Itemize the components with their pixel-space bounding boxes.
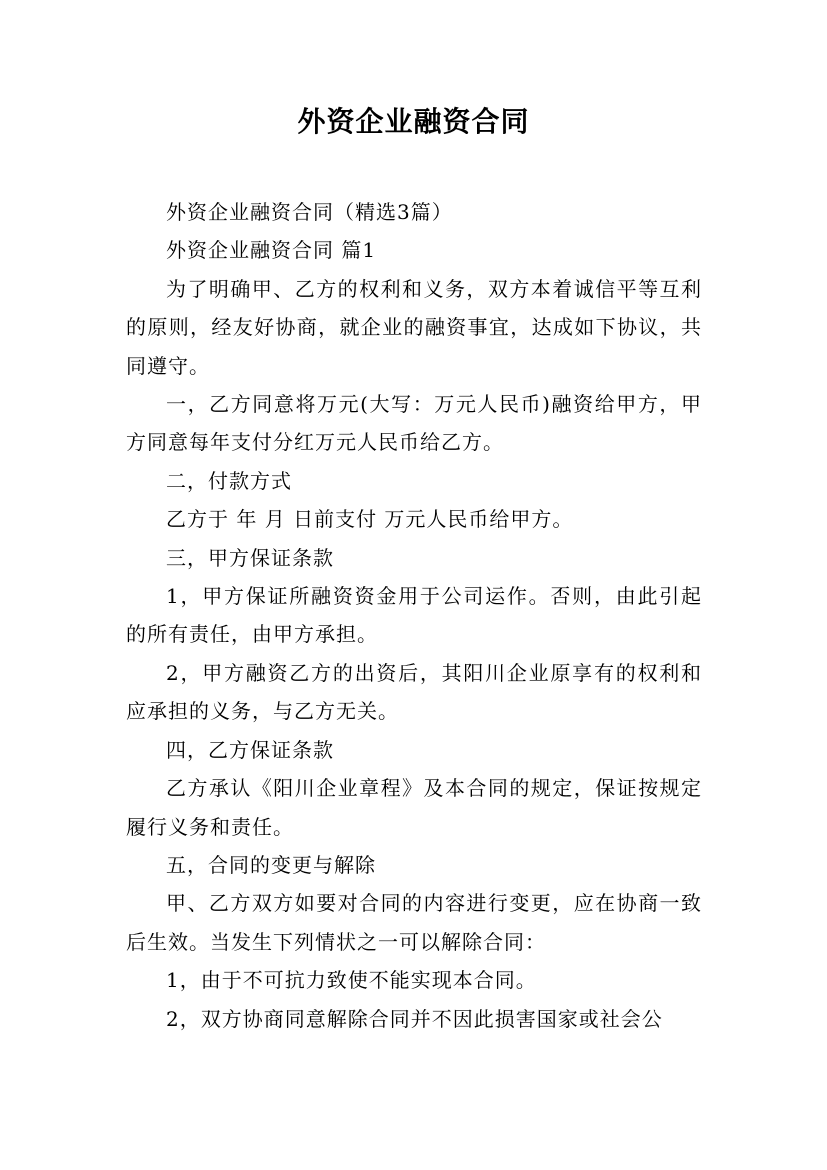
paragraph-party-a-guarantee-1: 1，甲方保证所融资资金用于公司运作。否则，由此引起的所有责任，由甲方承担。 bbox=[126, 584, 702, 647]
document-body bbox=[126, 193, 702, 1038]
paragraph-termination-1: 1，由于不可抗力致使不能实现本合同。 bbox=[166, 968, 537, 993]
paragraph-amendment: 甲、乙方双方如要对合同的内容进行变更，应在协商一致后生效。当发生下列情状之一可以解除合同： bbox=[126, 891, 702, 954]
paragraph-heading-party-a-guarantee: 三，甲方保证条款 bbox=[166, 545, 334, 570]
paragraph-party-b-guarantee: 乙方承认《阳川企业章程》及本合同的规定，保证按规定履行义务和责任。 bbox=[126, 776, 702, 839]
paragraph-preamble: 为了明确甲、乙方的权利和义务，双方本着诚信平等互利的原则，经友好协商，就企业的融资事宜，达成如下协议，共同遵守。 bbox=[126, 276, 702, 378]
paragraph-clause-1: 一，乙方同意将万元(大写：万元人民币)融资给甲方，甲方同意每年支付分红万元人民币给乙方。 bbox=[126, 392, 702, 455]
paragraph-termination-2: 2，双方协商同意解除合同并不因此损害国家或社会公 bbox=[166, 1006, 663, 1031]
paragraph-party-a-guarantee-2: 2，甲方融资乙方的出资后，其阳川企业原享有的权利和应承担的义务，与乙方无关。 bbox=[126, 660, 702, 724]
paragraph-heading-amendment: 五，合同的变更与解除 bbox=[166, 852, 376, 877]
document-title: 外资企业融资合同 bbox=[297, 105, 530, 138]
paragraph-subtitle: 外资企业融资合同（精选3篇） bbox=[166, 200, 453, 224]
paragraph-heading-party-b-guarantee: 四，乙方保证条款 bbox=[166, 737, 334, 762]
paragraph-payment-terms: 乙方于 年 月 日前支付 万元人民币给甲方。 bbox=[166, 507, 574, 532]
paragraph-heading-payment: 二，付款方式 bbox=[166, 468, 292, 493]
paragraph-section-heading: 外资企业融资合同 篇1 bbox=[166, 238, 377, 263]
